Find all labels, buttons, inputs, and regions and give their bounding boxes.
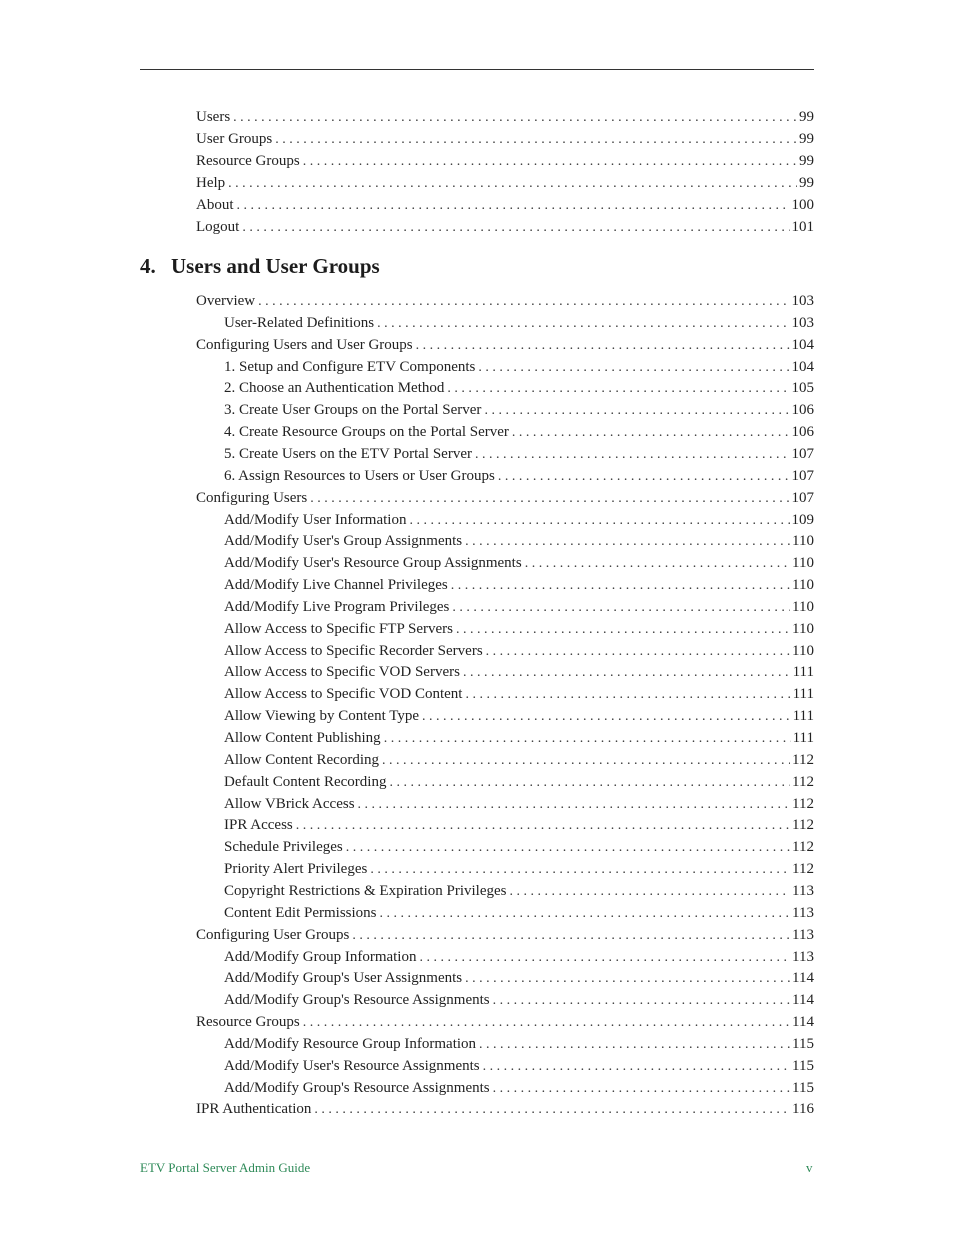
toc-entry[interactable] (196, 173, 814, 195)
toc-dot-leader (303, 1012, 790, 1034)
toc-entry-page: 115 (792, 1035, 814, 1052)
toc-entry-label: Configuring Users and User Groups (196, 336, 413, 353)
toc-entry-label: Logout (196, 218, 240, 235)
toc-entry-page: 99 (799, 152, 814, 169)
toc-entry[interactable] (196, 217, 814, 239)
toc-entry-label: User Groups (196, 130, 273, 147)
toc-entry[interactable] (224, 553, 814, 575)
toc-entry-label: Resource Groups (196, 1014, 300, 1031)
toc-entry[interactable] (224, 1056, 814, 1078)
toc-entry[interactable] (224, 881, 814, 903)
toc-entry[interactable] (224, 859, 814, 881)
toc-entry-label: Add/Modify User's Resource Assignments (224, 1057, 480, 1074)
toc-entry-page: 107 (791, 445, 814, 462)
toc-dot-leader (465, 531, 790, 553)
toc-dot-leader (451, 575, 790, 597)
toc-dot-leader (525, 553, 790, 575)
toc-entry-label: Allow VBrick Access (224, 795, 355, 812)
toc-entry-page: 112 (792, 839, 814, 856)
toc-entry[interactable] (224, 575, 814, 597)
toc-dot-leader (452, 597, 790, 619)
toc-entry[interactable] (224, 422, 814, 444)
toc-entry-label: Add/Modify User's Resource Group Assignments (224, 555, 522, 572)
chapter-title: Users and User Groups (171, 254, 380, 278)
toc-entry-label: Schedule Privileges (224, 839, 343, 856)
toc-entry[interactable] (224, 750, 814, 772)
toc-entry[interactable] (196, 488, 814, 510)
toc-entry-label: About (196, 196, 234, 213)
toc-entry[interactable] (224, 510, 814, 532)
toc-entry-page: 99 (799, 130, 814, 147)
toc-entry-page: 107 (791, 467, 814, 484)
toc-entry[interactable] (224, 706, 814, 728)
toc-entry[interactable] (196, 107, 814, 129)
toc-entry-label: Configuring Users (196, 489, 308, 506)
toc-dot-leader (475, 444, 790, 466)
toc-entry-label: Allow Content Recording (224, 751, 379, 768)
toc-dot-leader (233, 107, 797, 129)
toc-entry-label: Allow Access to Specific VOD Content (224, 686, 463, 703)
toc-entry-label: Add/Modify Live Program Privileges (224, 598, 450, 615)
toc-entry-page: 110 (792, 598, 814, 615)
toc-dot-leader (384, 728, 791, 750)
toc-dot-leader (409, 510, 789, 532)
toc-entry[interactable] (224, 357, 814, 379)
toc-entry[interactable] (224, 728, 814, 750)
toc-entry-label: Add/Modify Group Information (224, 948, 417, 965)
toc-entry-page: 111 (792, 664, 814, 681)
toc-entry-page: 105 (791, 380, 814, 397)
toc-dot-leader (463, 662, 791, 684)
toc-entry[interactable] (224, 619, 814, 641)
toc-dot-leader (228, 173, 797, 195)
toc-entry-page: 103 (791, 293, 814, 309)
toc-entry-page: 110 (792, 642, 814, 659)
toc-dot-leader (479, 1034, 790, 1056)
toc-dot-leader (389, 772, 790, 794)
toc-entry[interactable] (224, 815, 814, 837)
toc-dot-leader (465, 684, 790, 706)
toc-dot-leader (346, 837, 790, 859)
toc-entry-page: 116 (792, 1101, 814, 1118)
toc-dot-leader (422, 706, 791, 728)
toc-entry[interactable] (196, 195, 814, 217)
toc-entry[interactable] (224, 1078, 814, 1100)
toc-entry[interactable] (224, 641, 814, 663)
toc-dot-leader (314, 1099, 790, 1121)
toc-entry-page: 110 (792, 555, 814, 572)
toc-entry-label: 5. Create Users on the ETV Portal Server (224, 445, 472, 462)
toc-dot-leader (486, 641, 790, 663)
toc-entry-label: Allow Access to Specific Recorder Servers (224, 642, 483, 659)
toc-dot-leader (258, 291, 789, 313)
toc-dot-leader (310, 488, 789, 510)
toc-entry-page: 106 (791, 402, 814, 419)
toc-dot-leader (465, 968, 790, 990)
toc-entry-page: 112 (792, 795, 814, 812)
toc-entry-page: 109 (791, 511, 814, 528)
toc-dot-leader (370, 859, 790, 881)
toc-entry-page: 101 (791, 218, 814, 235)
toc-entry-label: Default Content Recording (224, 773, 387, 790)
toc-entry-page: 111 (792, 686, 814, 703)
toc-entry-label: Allow Viewing by Content Type (224, 708, 419, 725)
toc-entry-page: 110 (792, 620, 814, 637)
toc-entry-page: 110 (792, 533, 814, 550)
toc-entry-page: 104 (791, 358, 814, 375)
toc-dot-leader (483, 1056, 790, 1078)
toc-entry-label: Add/Modify Group's User Assignments (224, 970, 463, 987)
toc-entry[interactable] (224, 597, 814, 619)
toc-dot-leader (242, 217, 789, 239)
chapter-heading[interactable] (140, 254, 380, 279)
toc-entry-label: Add/Modify User's Group Assignments (224, 533, 463, 550)
toc-dot-leader (275, 129, 797, 151)
toc-dot-leader (447, 378, 789, 400)
toc-entry-label: IPR Authentication (196, 1101, 312, 1118)
toc-entry-page: 106 (791, 424, 814, 441)
toc-entry[interactable] (224, 772, 814, 794)
toc-entry-page: 103 (791, 314, 814, 331)
toc-entry-page: 114 (792, 970, 814, 987)
toc-dot-leader (352, 925, 790, 947)
toc-entry-label: Allow Access to Specific VOD Servers (224, 664, 460, 681)
toc-entry[interactable] (196, 1012, 814, 1034)
toc-entry-label: User-Related Definitions (224, 314, 375, 331)
toc-entry[interactable] (196, 1099, 814, 1121)
chapter-number: 4. (140, 254, 156, 278)
toc-entry-page: 99 (799, 109, 814, 125)
toc-dot-leader (237, 195, 790, 217)
toc-entry-page: 115 (792, 1057, 814, 1074)
toc-entry-label: Overview (196, 293, 256, 309)
toc-entry[interactable] (224, 903, 814, 925)
toc-entry[interactable] (196, 151, 814, 173)
toc-entry-label: Help (196, 174, 226, 191)
toc-entry-label: 2. Choose an Authentication Method (224, 380, 445, 397)
toc-entry-page: 113 (792, 882, 814, 899)
toc-entry[interactable] (224, 531, 814, 553)
toc-entry-label: 3. Create User Groups on the Portal Server (224, 402, 482, 419)
toc-dot-leader (377, 313, 789, 335)
toc-entry-label: Resource Groups (196, 152, 300, 169)
toc-entry[interactable] (196, 291, 814, 313)
toc-entry[interactable] (224, 400, 814, 422)
toc-entry[interactable] (224, 794, 814, 816)
toc-dot-leader (512, 422, 790, 444)
toc-entry-page: 111 (792, 730, 814, 746)
toc-entry-label: Configuring User Groups (196, 926, 350, 943)
toc-entry-page: 111 (792, 708, 814, 725)
toc-entry-label: Add/Modify Group's Resource Assignments (224, 992, 490, 1009)
footer-page-number: v (806, 1160, 813, 1175)
toc-entry-label: 6. Assign Resources to Users or User Groups (224, 467, 495, 484)
toc-dot-leader (456, 619, 790, 641)
toc-entry-page: 112 (792, 751, 814, 768)
toc-entry-label: Content Edit Permissions (224, 904, 377, 921)
toc-entry[interactable] (224, 684, 814, 706)
toc-entry-label: Allow Access to Specific FTP Servers (224, 620, 453, 637)
toc-entry-page: 112 (792, 817, 814, 834)
toc-entry[interactable] (224, 313, 814, 335)
toc-dot-leader (478, 357, 789, 379)
toc-entry[interactable] (224, 968, 814, 990)
toc-entry[interactable] (224, 990, 814, 1012)
toc-entry-label: Add/Modify User Information (224, 511, 407, 528)
toc-entry[interactable] (196, 335, 814, 357)
toc-dot-leader (419, 947, 790, 969)
toc-dot-leader (493, 1078, 790, 1100)
toc-dot-leader (493, 990, 790, 1012)
toc-entry-label: Allow Content Publishing (224, 730, 381, 746)
toc-entry-label: Users (196, 109, 231, 125)
toc-dot-leader (358, 794, 791, 816)
toc-entry-page: 110 (792, 577, 814, 594)
toc-dot-leader (380, 903, 791, 925)
toc-entry[interactable] (224, 444, 814, 466)
toc-dot-leader (509, 881, 790, 903)
toc-entry[interactable] (224, 378, 814, 400)
toc-dot-leader (382, 750, 790, 772)
toc-dot-leader (498, 466, 790, 488)
toc-entry-page: 104 (791, 336, 814, 353)
toc-entry[interactable] (224, 837, 814, 859)
toc-entry-label: Add/Modify Live Channel Privileges (224, 577, 448, 594)
toc-dot-leader (296, 815, 790, 837)
toc-entry[interactable] (224, 947, 814, 969)
header-rule (140, 69, 814, 70)
toc-entry-label: Priority Alert Privileges (224, 861, 368, 878)
toc-entry-label: Add/Modify Group's Resource Assignments (224, 1079, 490, 1096)
toc-entry[interactable] (196, 925, 814, 947)
toc-entry-page: 99 (799, 174, 814, 191)
toc-entry-page: 112 (792, 773, 814, 790)
toc-entry[interactable] (224, 1034, 814, 1056)
toc-entry-page: 115 (792, 1079, 814, 1096)
toc-entry-label: 1. Setup and Configure ETV Components (224, 358, 476, 375)
toc-entry-label: 4. Create Resource Groups on the Portal Server (224, 424, 509, 441)
toc-entry-page: 100 (791, 196, 814, 213)
toc-entry-page: 114 (792, 1014, 814, 1031)
toc-dot-leader (303, 151, 797, 173)
toc-dot-leader (484, 400, 789, 422)
toc-dot-leader (416, 335, 790, 357)
toc-entry-page: 113 (792, 904, 814, 921)
toc-entry[interactable] (224, 466, 814, 488)
toc-entry[interactable] (224, 662, 814, 684)
footer-title: ETV Portal Server Admin Guide (140, 1160, 311, 1175)
toc-entry-page: 112 (792, 861, 814, 878)
toc-entry-page: 114 (792, 992, 814, 1009)
toc-entry-label: IPR Access (224, 817, 293, 834)
toc-entry-label: Copyright Restrictions & Expiration Privileges (224, 882, 507, 899)
toc-entry-page: 113 (792, 926, 814, 943)
toc-entry-page: 107 (791, 489, 814, 506)
toc-entry-page: 113 (792, 948, 814, 965)
toc-entry-label: Add/Modify Resource Group Information (224, 1035, 477, 1052)
toc-entry[interactable] (196, 129, 814, 151)
